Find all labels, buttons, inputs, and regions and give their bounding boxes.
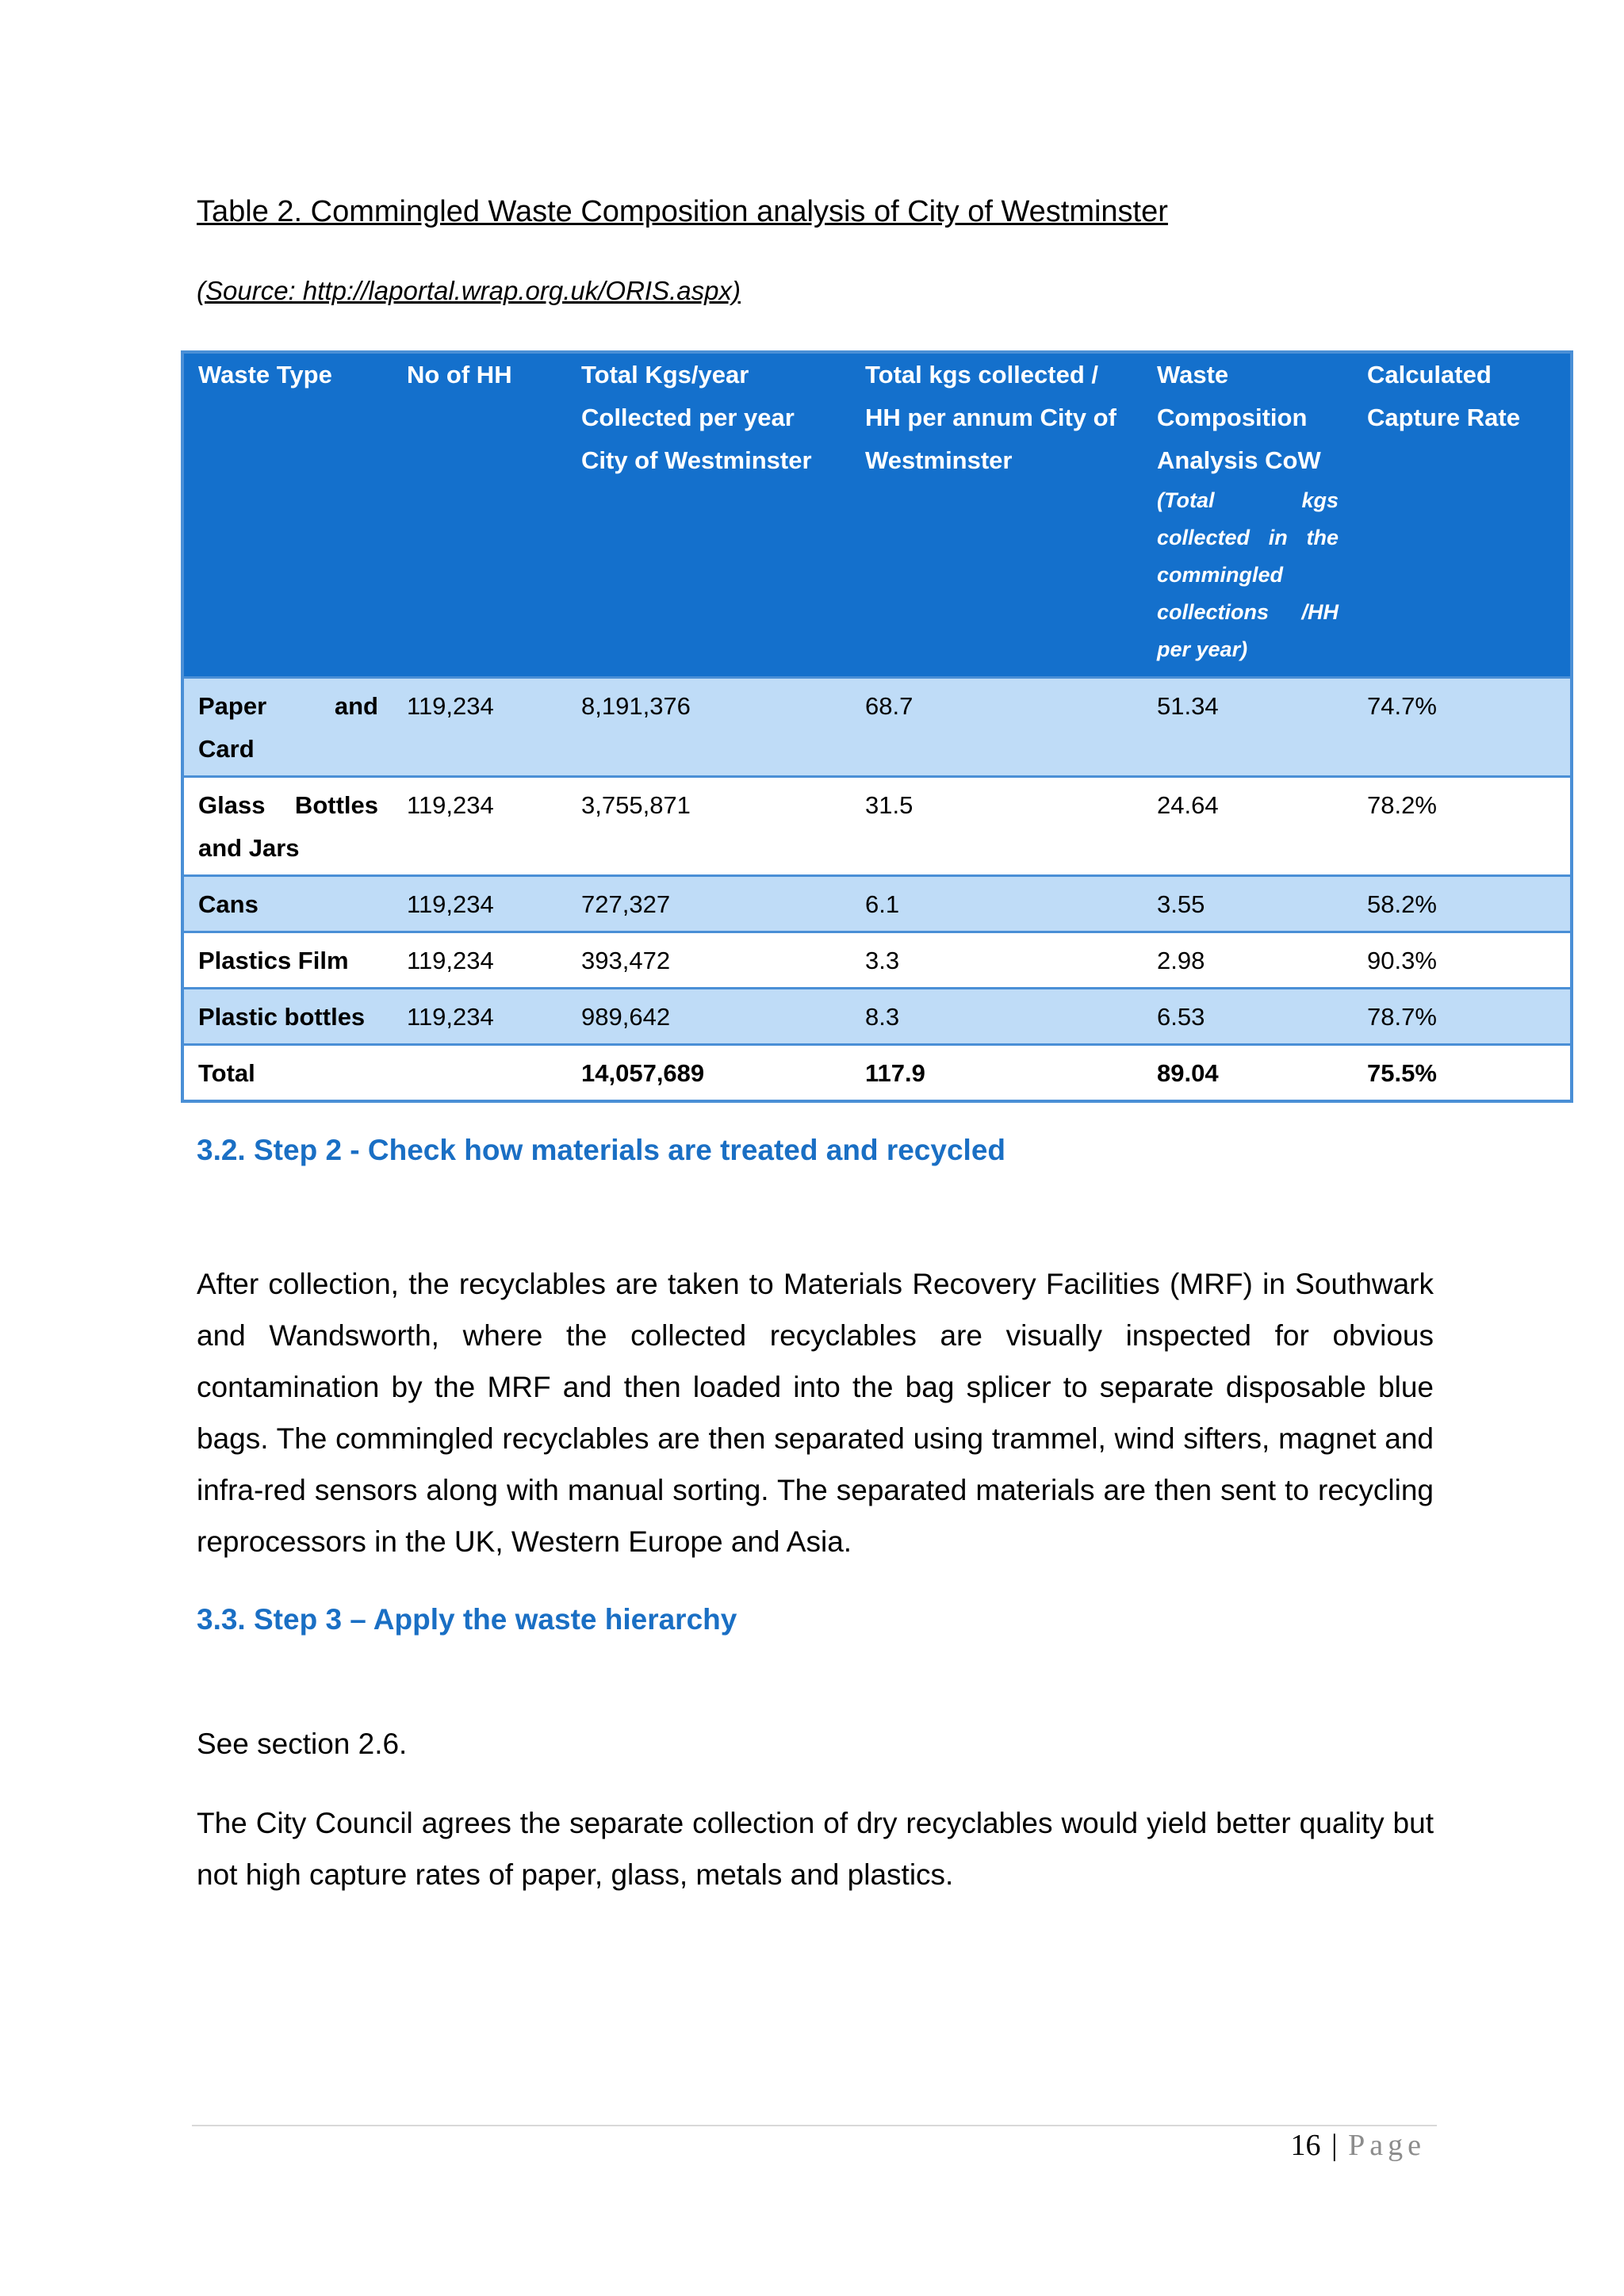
step3-paragraph-council: The City Council agrees the separate collection of dry recyclables would yield better quality but not high capture rates of paper, glass, metals and plastics. xyxy=(197,1807,1434,1891)
row-composition: 2.98 xyxy=(1157,947,1205,974)
row-kgs-per-hh: 6.1 xyxy=(865,890,900,918)
row-kgs-per-hh: 31.5 xyxy=(865,791,914,819)
header-waste-type: Waste Type xyxy=(198,361,332,388)
row-kgs-per-hh: 68.7 xyxy=(865,692,914,720)
row-waste-type: Cans xyxy=(198,890,259,918)
row-total-kgs: 3,755,871 xyxy=(581,791,691,819)
row-capture-rate: 78.2% xyxy=(1367,791,1437,819)
row-no-hh: 119,234 xyxy=(407,1003,494,1031)
page-separator: | xyxy=(1331,2129,1338,2162)
step3-paragraph-see-section: See section 2.6. xyxy=(197,1728,408,1760)
row-waste-type: Plastic bottles xyxy=(198,1003,366,1031)
total-no-hh xyxy=(393,1045,567,1102)
row-kgs-per-hh: 8.3 xyxy=(865,1003,900,1031)
row-composition: 24.64 xyxy=(1157,791,1219,819)
table-caption: Table 2. Commingled Waste Composition analysis of City of Westminster xyxy=(197,195,1168,228)
row-total-kgs: 727,327 xyxy=(581,890,671,918)
row-waste-type: Plastics Film xyxy=(198,947,349,974)
table-header-row xyxy=(182,352,1572,678)
header-total-kgs: Total Kgs/year Collected per year City of Westminster xyxy=(581,361,812,474)
row-no-hh: 119,234 xyxy=(407,890,494,918)
row-kgs-per-hh: 3.3 xyxy=(865,947,900,974)
page-number-footer xyxy=(1291,2128,1426,2163)
table-source: (Source: http://laportal.wrap.org.uk/ORIS.aspx) xyxy=(197,276,741,305)
section-heading-step3: 3.3. Step 3 – Apply the waste hierarchy xyxy=(197,1603,737,1636)
total-label: Total xyxy=(198,1059,255,1087)
total-capture-rate: 75.5% xyxy=(1367,1059,1437,1087)
total-kgs-per-hh: 117.9 xyxy=(865,1059,925,1087)
header-composition xyxy=(1143,352,1353,678)
page-label: Page xyxy=(1348,2129,1426,2162)
row-capture-rate: 78.7% xyxy=(1367,1003,1437,1031)
header-no-hh: No of HH xyxy=(407,361,512,388)
footer-divider xyxy=(192,2125,1437,2126)
page-number: 16 xyxy=(1290,2129,1321,2162)
row-composition: 51.34 xyxy=(1157,692,1219,720)
header-capture-rate: Calculated Capture Rate xyxy=(1367,361,1520,431)
row-no-hh: 119,234 xyxy=(407,947,494,974)
header-kgs-per-hh: Total kgs collected / HH per annum City of Westminster xyxy=(865,361,1116,474)
row-capture-rate: 74.7% xyxy=(1367,692,1437,720)
table-row xyxy=(182,989,1572,1045)
header-composition-note: (Total kgs collected in the commingled collections /HH per year) xyxy=(1157,488,1339,661)
section-heading-step2: 3.2. Step 2 - Check how materials are treated and recycled xyxy=(197,1134,1005,1166)
row-no-hh: 119,234 xyxy=(407,791,494,819)
table-row xyxy=(182,678,1572,777)
table-row xyxy=(182,777,1572,876)
row-total-kgs: 8,191,376 xyxy=(581,692,691,720)
row-waste-type: Glass Bottles and Jars xyxy=(198,791,378,862)
row-composition: 3.55 xyxy=(1157,890,1205,918)
table-row xyxy=(182,932,1572,989)
row-composition: 6.53 xyxy=(1157,1003,1205,1031)
step2-body-paragraph: After collection, the recyclables are taken to Materials Recovery Facilities (MRF) in Southwark and Wandsworth, where the collected recyclables are visually inspected for obvious contamination by the MRF and then loaded into the bag splicer to separate disposable blue bags. The commingled recyclables are then separated using trammel, wind sifters, magnet and infra-red sensors along with manual sorting. The separated materials are then sent to recycling reprocessors in the UK, Western Europe and Asia. xyxy=(197,1268,1434,1558)
row-total-kgs: 989,642 xyxy=(581,1003,671,1031)
waste-composition-table xyxy=(181,350,1573,1103)
table-total-row xyxy=(182,1045,1572,1102)
total-kgs: 14,057,689 xyxy=(581,1059,705,1087)
total-composition: 89.04 xyxy=(1157,1059,1219,1087)
row-capture-rate: 90.3% xyxy=(1367,947,1437,974)
row-capture-rate: 58.2% xyxy=(1367,890,1437,918)
row-waste-type: Paper and Card xyxy=(198,692,378,763)
row-total-kgs: 393,472 xyxy=(581,947,671,974)
header-composition-title: Waste Composition Analysis CoW xyxy=(1157,361,1321,474)
row-no-hh: 119,234 xyxy=(407,692,494,720)
table-row xyxy=(182,876,1572,932)
